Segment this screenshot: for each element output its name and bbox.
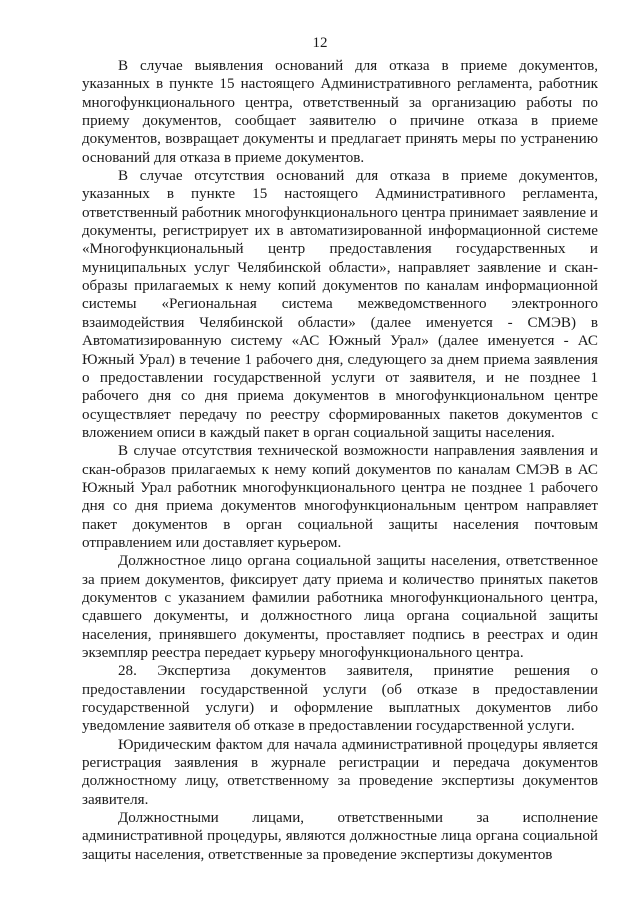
paragraph-legal-fact: Юридическим фактом для начала административной процедуры является регистрация заявления в журнале регистрации и передача документов должностному лицу, ответственному за проведение экспертизы документов заявителя. <box>82 736 598 808</box>
paragraph-responsible-officials: Должностными лицами, ответственными за исполнение административной процедуры, являются должностные лица органа социальной защиты населения, ответственные за проведение экспертизы документов <box>82 810 598 863</box>
paragraph-item-28-heading: 28. Экспертиза документов заявителя, принятие решения о предоставлении государственной услуги (об отказе в предоставлении государственной услуги) и оформление выплатных документов либо уведомление заявителя об отказе в предоставлении государственной услуги. <box>82 663 598 735</box>
document-body <box>82 57 598 864</box>
paragraph-no-technical-capability: В случае отсутствия технической возможности направления заявления и скан-образов прилагаемых к нему копий документов по каналам СМЭВ в АС Южный Урал работник многофункционального центра не позднее 1 рабочего дня со дня приема документов многофункциональным центром направляет пакет документов в орган социальной защиты населения почтовым отправлением или доставляет курьером. <box>82 443 598 551</box>
paragraph-mfc-acceptance: В случае отсутствия оснований для отказа в приеме документов, указанных в пункте 15 настоящего Административного регламента, ответственный работник многофункционального центра принимает заявление и документы, регистрирует их в автоматизированной информационной системе «Многофункциональный центр предоставления государственных и муниципальных услуг Челябинской области», направляет заявление и скан-образы прилагаемых к нему копий документов по каналам информационной системы «Региональная система межведомственного электронного взаимодействия Челябинской области» (далее именуется - СМЭВ) в Автоматизированную систему «АС Южный Урал» (далее именуется - АС Южный Урал) в течение 1 рабочего дня, следующего за днем приема заявления о предоставлении государственной услуги от заявителя, и не позднее 1 рабочего дня со дня приема документов в многофункциональном центре осуществляет передачу по реестру сформированных пакетов документов с вложением описи в каждый пакет в орган социальной защиты населения. <box>82 168 598 441</box>
paragraph-mfc-refusal: В случае выявления оснований для отказа в приеме документов, указанных в пункте 15 настоящего Административного регламента, работник многофункционального центра, ответственный за организацию работы по приему документов, сообщает заявителю о причине отказа в приеме документов, возвращает документы и предлагает принять меры по устранению оснований для отказа в приеме документов. <box>82 58 598 166</box>
paragraph-official-receipt: Должностное лицо органа социальной защиты населения, ответственное за прием документов, фиксирует дату приема и количество принятых пакетов документов с указанием фамилии работника многофункционального центра, сдавшего документы, и должностного лица органа социальной защиты населения, принявшего документы, проставляет подпись в реестрах и один экземпляр реестра передает курьеру многофункционального центра. <box>82 553 598 661</box>
page-number: 12 <box>312 35 328 51</box>
